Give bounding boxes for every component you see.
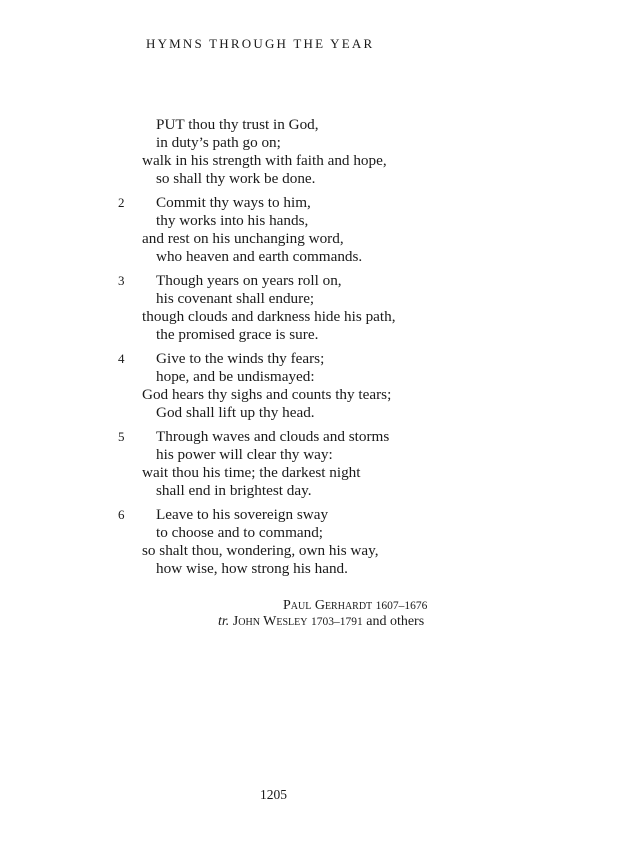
stanza-line: to choose and to command; xyxy=(156,524,324,541)
stanza-line: so shalt thou, wondering, own his way, xyxy=(142,542,379,559)
stanza-line: Though years on years roll on, xyxy=(156,272,342,289)
stanza-line: hope, and be undismayed: xyxy=(156,368,315,385)
stanza-number: 5 xyxy=(118,429,125,444)
stanza-line: Leave to his sovereign sway xyxy=(156,506,329,523)
translator-name: John Wesley xyxy=(232,614,308,629)
running-head: HYMNS THROUGH THE YEAR xyxy=(146,36,375,51)
stanza-line: thy works into his hands, xyxy=(156,212,309,229)
stanza-line: walk in his strength with faith and hope, xyxy=(142,152,387,169)
stanza-line: his covenant shall endure; xyxy=(156,290,315,307)
stanza-line: shall end in brightest day. xyxy=(156,482,312,499)
translator-years: 1703–1791 xyxy=(310,616,363,628)
stanza-line: Give to the winds thy fears; xyxy=(156,350,325,367)
stanza-number: 3 xyxy=(118,273,125,288)
stanza-number: 2 xyxy=(118,195,125,210)
stanza-line: who heaven and earth commands. xyxy=(156,248,363,265)
stanza-number: 4 xyxy=(118,351,125,366)
stanza-line: so shall thy work be done. xyxy=(156,170,316,187)
stanza-line: Through waves and clouds and storms xyxy=(156,428,390,445)
stanza-line: PUT thou thy trust in God, xyxy=(156,116,319,133)
translator-suffix: and others xyxy=(366,614,425,629)
translator-attribution xyxy=(218,614,424,630)
stanza-line: and rest on his unchanging word, xyxy=(142,230,344,247)
stanza-line: God hears thy sighs and counts thy tears; xyxy=(142,386,392,403)
translator-prefix: tr. xyxy=(218,614,230,629)
author-name: Paul Gerhardt xyxy=(283,598,373,613)
stanza-line: though clouds and darkness hide his path, xyxy=(142,308,396,325)
author-attribution xyxy=(283,598,427,614)
stanza-line: God shall lift up thy head. xyxy=(156,404,315,421)
stanza-line: Commit thy ways to him, xyxy=(156,194,311,211)
stanza-line: his power will clear thy way: xyxy=(156,446,333,463)
page-number: 1205 xyxy=(260,787,287,802)
author-years: 1607–1676 xyxy=(375,600,428,612)
stanza-number: 6 xyxy=(118,507,125,522)
stanza-line: in duty’s path go on; xyxy=(156,134,281,151)
stanza-line: how wise, how strong his hand. xyxy=(156,560,348,577)
stanza-line: wait thou his time; the darkest night xyxy=(142,464,361,481)
stanza-line: the promised grace is sure. xyxy=(156,326,319,343)
